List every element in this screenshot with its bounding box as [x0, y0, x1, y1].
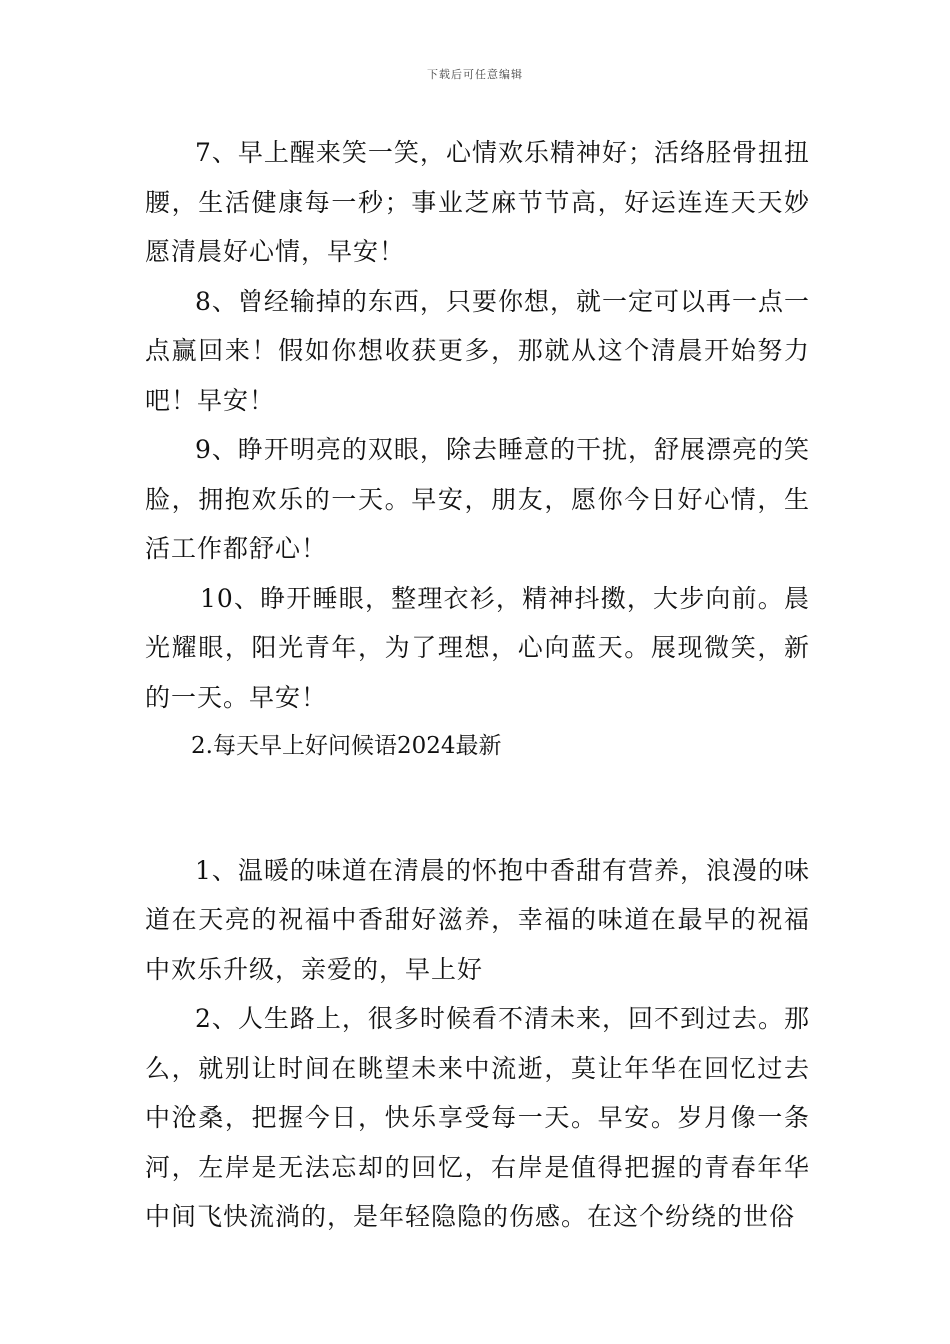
- paragraph-10: 10、睁开睡眼，整理衣衫，精神抖擞，大步向前。晨光耀眼，阳光青年，为了理想，心向蓝天。展现微笑，新的一天。早安！: [145, 583, 810, 712]
- paragraph-7: 7、早上醒来笑一笑，心情欢乐精神好；活络胫骨扭扭腰，生活健康每一秒；事业芝麻节节高，好运连连天天妙愿清晨好心情，早安！: [145, 138, 810, 266]
- paragraph-8: 8、曾经输掉的东西，只要你想，就一定可以再一点一点赢回来！假如你想收获更多，那就从这个清晨开始努力吧！早安！: [145, 286, 810, 415]
- paragraph-2: 2、人生路上，很多时候看不清未来，回不到过去。那么，就别让时间在眺望未来中流逝，莫让年华在回忆过去中沧桑，把握今日，快乐享受每一天。早安。岁月像一条河，左岸是无法忘却的回忆，右岸是值得把握的青春年华中间飞快流淌的，是年轻隐隐的伤感。在这个纷绕的世俗: [145, 1004, 810, 1231]
- paragraph-9: 9、睁开明亮的双眼，除去睡意的干扰，舒展漂亮的笑脸，拥抱欢乐的一天。早安，朋友，愿你今日好心情，生活工作都舒心！: [145, 435, 810, 563]
- page-header-note: 下载后可任意编辑: [427, 68, 523, 81]
- paragraph-1: 1、温暖的味道在清晨的怀抱中香甜有营养，浪漫的味道在天亮的祝福中香甜好滋养，幸福的味道在最早的祝福中欢乐升级，亲爱的，早上好: [145, 855, 810, 984]
- section-heading: 2.每天早上好问候语2024最新: [191, 733, 502, 759]
- document-body: [145, 128, 810, 1242]
